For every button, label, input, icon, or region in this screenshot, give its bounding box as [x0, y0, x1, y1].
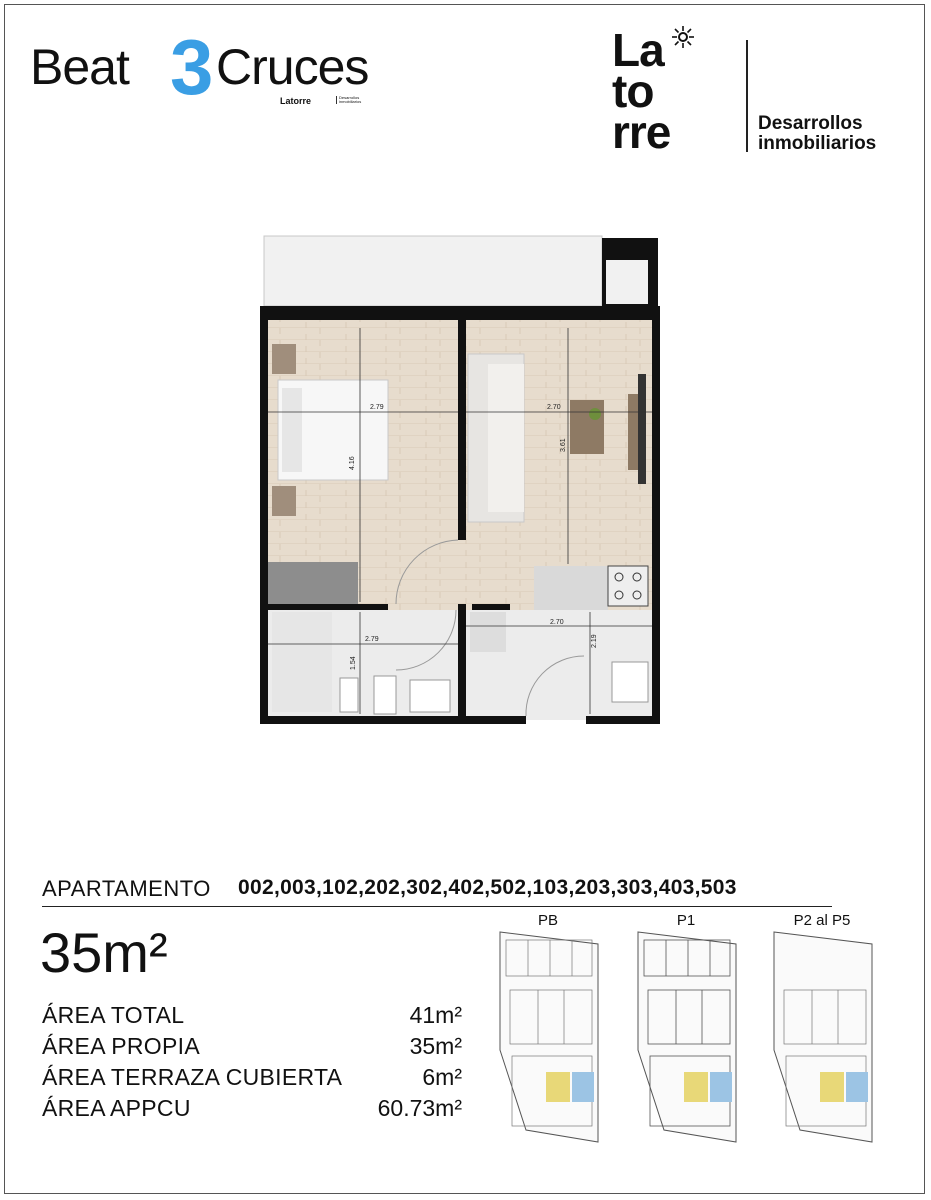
wall-left	[260, 306, 268, 724]
floor-plan	[260, 232, 660, 724]
logo-word-beat: Beat	[30, 39, 129, 95]
dim-kitchen-width: 2.70	[550, 619, 564, 626]
area-row	[42, 1002, 462, 1030]
floor-plan-pb	[498, 912, 638, 1152]
dim-bath-width: 2.79	[365, 636, 379, 643]
key-plan	[772, 930, 876, 1150]
dim-living-depth: 3.61	[560, 438, 567, 452]
dim-bedroom-width: 2.79	[370, 404, 384, 411]
dim-bedroom-depth: 4.16	[349, 456, 356, 470]
area-label: ÁREA TERRAZA CUBIERTA	[42, 1064, 343, 1090]
apartment-header	[42, 876, 832, 907]
kitchen-counter-floor	[534, 566, 608, 610]
logo-divider	[746, 40, 748, 152]
sun-icon	[672, 26, 694, 48]
mark-line-2: to	[612, 65, 654, 117]
terrace	[264, 236, 602, 306]
logo-word-cruces: Cruces	[216, 39, 369, 95]
dim-kitchen-depth: 2.19	[591, 634, 598, 648]
key-plan	[498, 930, 602, 1150]
mark-line-3: rre	[612, 106, 671, 158]
wall-right	[652, 306, 660, 724]
floor-plan-p2-p5	[772, 912, 912, 1152]
wall-bath-top	[260, 604, 388, 610]
area-value: 41m²	[409, 1002, 462, 1028]
main-area: 35m²	[40, 921, 168, 984]
wall-bottom-right	[586, 716, 660, 724]
area-row	[42, 1064, 462, 1092]
floor-title: P2 al P5	[793, 912, 851, 929]
logo-number: 3	[170, 23, 214, 111]
apartment-units: 002,003,102,202,302,402,502,103,203,303,403,503	[238, 876, 737, 899]
latorre-tagline	[758, 114, 876, 154]
floor-plan-p1	[636, 912, 776, 1152]
latorre-mark	[612, 24, 671, 158]
coffee-table	[570, 400, 604, 454]
logo-sub-latorre: Latorre	[280, 96, 312, 106]
area-label: ÁREA APPCU	[42, 1095, 191, 1121]
logo-sub-desarrollos: Desarrollos inmobiliarios	[336, 96, 370, 104]
floor-title: P1	[676, 912, 696, 929]
area-label: ÁREA TOTAL	[42, 1002, 185, 1028]
tagline-line-2: inmobiliarios	[758, 133, 877, 154]
floor-title: PB	[537, 912, 558, 929]
closet	[268, 562, 358, 604]
area-value: 35m²	[409, 1033, 462, 1059]
area-value: 60.73m²	[377, 1095, 462, 1121]
beat3cruces-logo	[30, 23, 370, 111]
wall-bath-kitchen	[458, 604, 466, 724]
area-label: ÁREA PROPIA	[42, 1033, 200, 1059]
mark-line-1: La	[612, 24, 664, 76]
area-value: 6m²	[422, 1064, 462, 1090]
key-plan	[636, 930, 740, 1150]
tv-stand	[628, 394, 638, 470]
dim-bath-depth: 1.54	[350, 656, 357, 670]
tv	[638, 374, 646, 484]
area-row	[42, 1095, 462, 1123]
wall-middle	[458, 306, 466, 540]
dim-living-width: 2.70	[547, 404, 561, 411]
latorre-logo	[590, 20, 915, 170]
apartment-label: APARTAMENTO	[42, 876, 211, 901]
area-row	[42, 1033, 462, 1061]
wall-bottom-left	[260, 716, 526, 724]
tagline-line-1: Desarrollos	[758, 113, 863, 134]
